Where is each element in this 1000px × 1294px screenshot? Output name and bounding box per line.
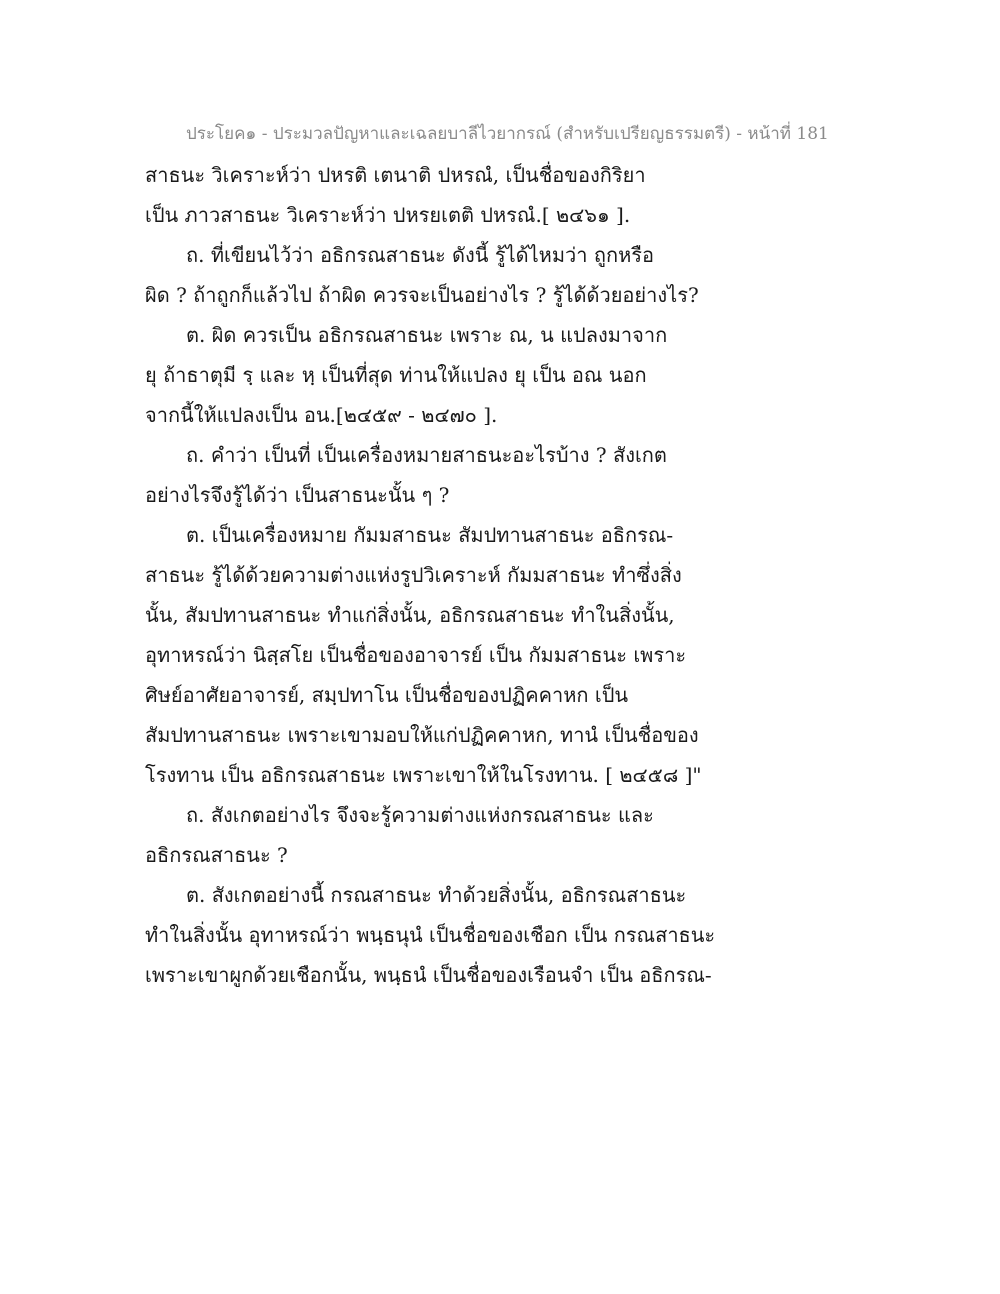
text-line: จากนี้ให้แปลงเป็น อน.[๒๔๕๙ - ๒๔๗๐ ]. (145, 403, 498, 427)
text-line: ถ. ที่เขียนไว้ว่า อธิกรณสาธนะ ดังนี้ รู้ได้ไหมว่า ถูกหรือ (186, 243, 655, 267)
running-header: ประโยค๑ - ประมวลปัญหาและเฉลยบาลีไวยากรณ์ (สำหรับเปรียญธรรมตรี) - หน้าที่ 181 (186, 124, 829, 144)
text-line: อุทาหรณ์ว่า นิสฺสโย เป็นชื่อของอาจารย์ เป็น กัมมสาธนะ เพราะ (145, 643, 687, 667)
text-line: สัมปทานสาธนะ เพราะเขามอบให้แก่ปฏิคคาหก, ทานํ เป็นชื่อของ (145, 723, 699, 747)
text-line: อย่างไรจึงรู้ได้ว่า เป็นสาธนะนั้น ๆ ? (145, 483, 450, 507)
text-line: ศิษย์อาศัยอาจารย์, สมฺปทาโน เป็นชื่อของปฏิคคาหก เป็น (145, 683, 629, 707)
text-line: ต. สังเกตอย่างนี้ กรณสาธนะ ทำด้วยสิ่งนั้น, อธิกรณสาธนะ (186, 883, 687, 907)
text-line: เป็น ภาวสาธนะ วิเคราะห์ว่า ปหรยเตติ ปหรณํ.[ ๒๔๖๑ ]. (145, 203, 631, 227)
text-line: นั้น, สัมปทานสาธนะ ทำแก่สิ่งนั้น, อธิกรณสาธนะ ทำในสิ่งนั้น, (145, 603, 675, 627)
text-line: เพราะเขาผูกด้วยเชือกนั้น, พนฺธนํ เป็นชื่อของเรือนจำ เป็น อธิกรณ- (145, 963, 712, 987)
text-line: อธิกรณสาธนะ ? (145, 843, 288, 867)
text-line: ผิด ? ถ้าถูกก็แล้วไป ถ้าผิด ควรจะเป็นอย่างไร ? รู้ได้ด้วยอย่างไร? (145, 283, 699, 307)
body-text (145, 155, 716, 995)
text-line: ทำในสิ่งนั้น อุทาหรณ์ว่า พนฺธนุนํ เป็นชื่อของเชือก เป็น กรณสาธนะ (145, 923, 716, 947)
text-line: ถ. คำว่า เป็นที่ เป็นเครื่องหมายสาธนะอะไรบ้าง ? สังเกต (186, 443, 667, 467)
text-line: ยุ ถ้าธาตุมี รฺ และ หฺ เป็นที่สุด ท่านให้แปลง ยุ เป็น อณ นอก (145, 363, 647, 387)
text-line: ต. เป็นเครื่องหมาย กัมมสาธนะ สัมปทานสาธนะ อธิกรณ- (186, 523, 674, 547)
text-line: สาธนะ วิเคราะห์ว่า ปหรติ เตนาติ ปหรณํ, เป็นชื่อของกิริยา (145, 163, 646, 187)
text-line: สาธนะ รู้ได้ด้วยความต่างแห่งรูปวิเคราะห์ กัมมสาธนะ ทำซึ่งสิ่ง (145, 563, 682, 587)
text-line: โรงทาน เป็น อธิกรณสาธนะ เพราะเขาให้ในโรงทาน. [ ๒๔๕๘ ]" (145, 763, 702, 787)
text-line: ถ. สังเกตอย่างไร จึงจะรู้ความต่างแห่งกรณสาธนะ และ (186, 803, 654, 827)
text-line: ต. ผิด ควรเป็น อธิกรณสาธนะ เพราะ ณ, น แปลงมาจาก (186, 323, 668, 347)
